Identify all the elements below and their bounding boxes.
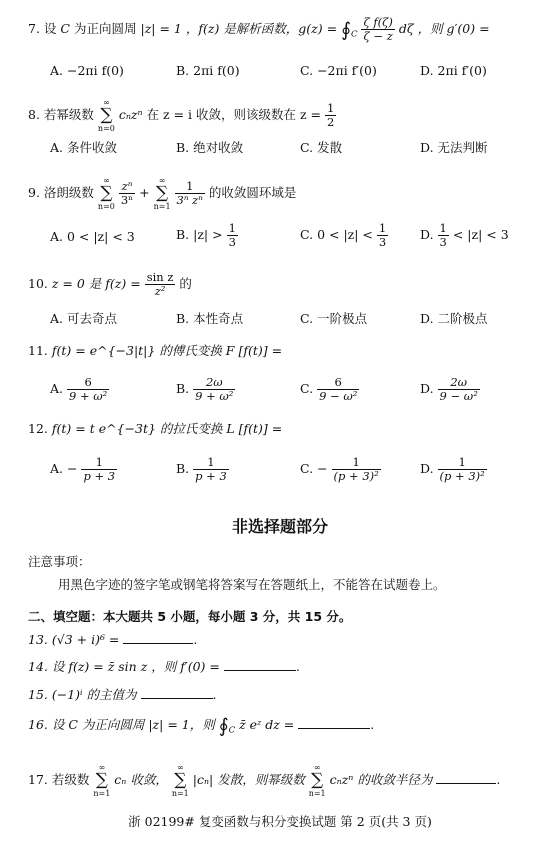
q16-int-limit: C (228, 725, 236, 736)
q10-option-c: C. 一阶极点 (300, 311, 368, 326)
option-label: C. − (300, 461, 328, 476)
question-16 (28, 716, 374, 740)
answer-blank[interactable] (123, 643, 193, 644)
answer-blank[interactable] (224, 670, 296, 671)
q17-t2: |cₙ| 发散，则幂级数 (192, 772, 305, 787)
summation-icon: ∞ ∑ n=0 (97, 176, 115, 211)
answer-blank[interactable] (436, 783, 496, 784)
frac-den: 3ⁿ (120, 193, 134, 207)
q17-t3: cₙzⁿ 的收敛半径为 (329, 772, 433, 787)
frac-num: 1 (81, 456, 117, 470)
frac-num: 6 (317, 376, 359, 390)
q12-option-b (176, 456, 229, 483)
question-15 (28, 686, 217, 704)
period: . (193, 632, 198, 647)
frac-den: 3ⁿ zⁿ (176, 193, 203, 207)
frac-den: 9 + ω² (195, 389, 234, 403)
q8-frac-num: 1 (327, 101, 335, 115)
question-17 (28, 763, 500, 798)
q8-option-c: C. 发散 (300, 140, 343, 155)
answer-blank[interactable] (298, 728, 370, 729)
notice-heading: 注意事项： (28, 554, 91, 569)
q17-lead: 17. 若级数 (28, 772, 90, 787)
sum-upper: ∞ (158, 176, 166, 185)
option-fraction (438, 376, 480, 403)
option-fraction (81, 456, 117, 483)
q11-body: f(t) = e^{−3|t|} 的傅氏变换 F [f(t)] = (51, 343, 283, 358)
question-12 (28, 420, 282, 438)
frac-num: sin z (146, 270, 174, 284)
question-9 (28, 176, 296, 211)
page-footer: 浙 02199# 复变函数与积分变换试题 第 2 页(共 3 页) (128, 814, 432, 829)
q7-frac-num: ζ f(ζ) (363, 15, 393, 29)
q12-option-a (50, 456, 117, 483)
q10-option-a: A. 可去奇点 (50, 311, 117, 326)
q9-option-b (176, 222, 238, 249)
option-text: < |z| < 3 (452, 227, 509, 242)
q9-option-c (300, 222, 388, 249)
q9-tail: 的收敛圆环域是 (208, 185, 297, 200)
q8-term: cₙzⁿ (118, 107, 143, 122)
q7-int-limit: C (350, 29, 358, 40)
frac-den: z² (154, 284, 166, 298)
part2-heading: 二、填空题：本大题共 5 小题，每小题 3 分，共 15 分。 (28, 609, 352, 624)
section-title: 非选择题部分 (231, 517, 328, 536)
q7-tail: dζ ，则 g′(0) = (398, 21, 490, 36)
question-number: 12. (28, 421, 48, 436)
q8-option-b: B. 绝对收敛 (176, 140, 244, 155)
option-label: B. (176, 461, 190, 476)
option-text: B. |z| > (176, 227, 223, 242)
q12-body: f(t) = t e^{−3t} 的拉氏变换 L [f(t)] = (51, 421, 283, 436)
frac-den: 3 (439, 235, 447, 249)
q9-fraction-2 (175, 180, 205, 207)
frac-num: 1 (228, 221, 236, 235)
q13-text: 13. (√3 + i)⁶ = (28, 632, 120, 647)
frac-den: p + 3 (83, 469, 116, 483)
option-label: C. (300, 381, 314, 396)
q7-contour: C (60, 21, 70, 36)
frac-den: 9 + ω² (69, 389, 108, 403)
q8-option-a: A. 条件收敛 (50, 140, 117, 155)
period: . (370, 717, 375, 732)
q10-option-b: B. 本性奇点 (176, 311, 244, 326)
question-7 (28, 16, 490, 44)
question-8 (28, 98, 336, 133)
contour-integral-icon: ∮ (341, 18, 351, 41)
question-number: 8. (28, 107, 40, 122)
option-fraction (193, 456, 229, 483)
q7-fraction (361, 16, 394, 43)
option-label: A. − (50, 461, 78, 476)
question-number: 7. (28, 21, 40, 36)
q8-lead: 若幂级数 (43, 107, 94, 122)
q17-t1: cₙ 收敛， (114, 772, 168, 787)
q7-frac-den: ζ − z (363, 29, 393, 43)
option-fraction (438, 456, 487, 483)
q11-option-b (176, 376, 235, 403)
question-11 (28, 342, 282, 360)
sum-upper: ∞ (103, 176, 110, 185)
question-number: 10. (28, 276, 48, 291)
third-fraction (377, 222, 388, 249)
sum-lower: n=1 (153, 202, 171, 211)
question-13 (28, 631, 197, 649)
question-14 (28, 658, 300, 676)
sum-upper: ∞ (103, 98, 110, 107)
notice-body: 用黑色字迹的签字笔或钢笔将答案写在答题纸上，不能答在试题卷上。 (58, 577, 446, 592)
q15-text: 15. (−1)ⁱ 的主值为 (28, 687, 137, 702)
q11-option-d (420, 376, 480, 403)
period: . (295, 659, 300, 674)
option-label: A. (50, 381, 64, 396)
q7-abs: |z| = 1 (140, 21, 182, 36)
third-fraction (438, 222, 449, 249)
frac-num: 1 (332, 456, 381, 470)
summation-icon: ∞ ∑ n=1 (153, 176, 171, 211)
answer-blank[interactable] (141, 698, 213, 699)
summation-icon: ∞ ∑ n=1 (93, 763, 111, 798)
q7-option-b: B. 2πi f(0) (176, 63, 240, 78)
q9-option-d (420, 222, 509, 249)
frac-num: 2ω (193, 376, 235, 390)
option-fraction (317, 376, 359, 403)
summation-icon: ∞ ∑ n=1 (308, 763, 326, 798)
frac-num: zⁿ (119, 180, 135, 194)
q10-tail: 的 (179, 276, 192, 291)
option-text: C. 0 < |z| < (300, 227, 373, 242)
sum-upper: ∞ (176, 763, 184, 772)
sum-lower: n=1 (93, 789, 111, 798)
q7-mid1: 为正向圆周 (73, 21, 137, 36)
q10-fraction (145, 271, 176, 298)
question-number: 9. (28, 185, 40, 200)
option-label: D. (420, 227, 434, 242)
q9-fraction-1 (119, 180, 135, 207)
frac-num: 1 (175, 180, 205, 194)
period: . (212, 687, 217, 702)
frac-den: 9 − ω² (439, 389, 478, 403)
frac-num: 1 (438, 456, 487, 470)
q7-lead: 设 (43, 21, 57, 36)
q8-mid: 在 z = i 收敛，则该级数在 z = (146, 107, 322, 122)
frac-den: 3 (228, 235, 236, 249)
frac-den: 3 (378, 235, 387, 249)
q11-option-c (300, 376, 359, 403)
frac-num: 1 (193, 456, 229, 470)
q7-option-a: A. −2πi f(0) (50, 63, 124, 78)
sum-lower: n=0 (97, 202, 115, 211)
frac-den: (p + 3)² (333, 469, 379, 483)
contour-integral-icon: ∮ (218, 714, 229, 737)
q10-lead: z = 0 是 f(z) = (51, 276, 141, 291)
sum-upper: ∞ (313, 763, 321, 772)
option-label: B. (176, 381, 190, 396)
question-number: 11. (28, 343, 48, 358)
third-fraction (227, 222, 238, 249)
option-label: D. (420, 381, 434, 396)
q9-option-a: A. 0 < |z| < 3 (50, 229, 135, 244)
option-label: D. (420, 461, 434, 476)
sum-lower: n=1 (308, 789, 326, 798)
frac-den: p + 3 (195, 469, 227, 483)
q7-option-c: C. −2πi f′(0) (300, 63, 377, 78)
frac-num: 6 (67, 376, 109, 390)
q11-option-a (50, 376, 109, 403)
frac-num: 1 (378, 221, 387, 235)
plus-sign: + (139, 185, 150, 200)
sum-lower: n=1 (171, 789, 189, 798)
q12-option-d (420, 456, 487, 483)
frac-den: 9 − ω² (319, 389, 358, 403)
q10-option-d: D. 二阶极点 (420, 311, 488, 326)
q9-lead: 洛朗级数 (43, 185, 94, 200)
q8-fraction (325, 102, 336, 129)
q16-integrand: z̄ eᶻ dz = (239, 717, 295, 732)
sum-upper: ∞ (98, 763, 106, 772)
summation-icon: ∞ ∑ n=0 (97, 98, 115, 133)
q12-option-c (300, 456, 381, 483)
q16-text: 16. 设 C 为正向圆周 |z| = 1，则 (28, 717, 215, 732)
option-fraction (332, 456, 381, 483)
frac-num: 1 (439, 221, 447, 235)
q8-frac-den: 2 (327, 115, 335, 129)
option-fraction (193, 376, 235, 403)
sum-lower: n=0 (97, 124, 115, 133)
period: . (496, 772, 501, 787)
summation-icon: ∞ ∑ n=1 (171, 763, 189, 798)
q8-option-d: D. 无法判断 (420, 140, 488, 155)
q7-option-d: D. 2πi f′(0) (420, 63, 487, 78)
q14-text: 14. 设 f(z) = z̄ sin z ，则 f′(0) = (28, 659, 220, 674)
frac-num: 2ω (438, 376, 480, 390)
option-fraction (67, 376, 109, 403)
frac-den: (p + 3)² (439, 469, 485, 483)
q7-mid2: ，f(z) 是解析函数，g(z) = (185, 21, 338, 36)
question-10 (28, 271, 192, 298)
